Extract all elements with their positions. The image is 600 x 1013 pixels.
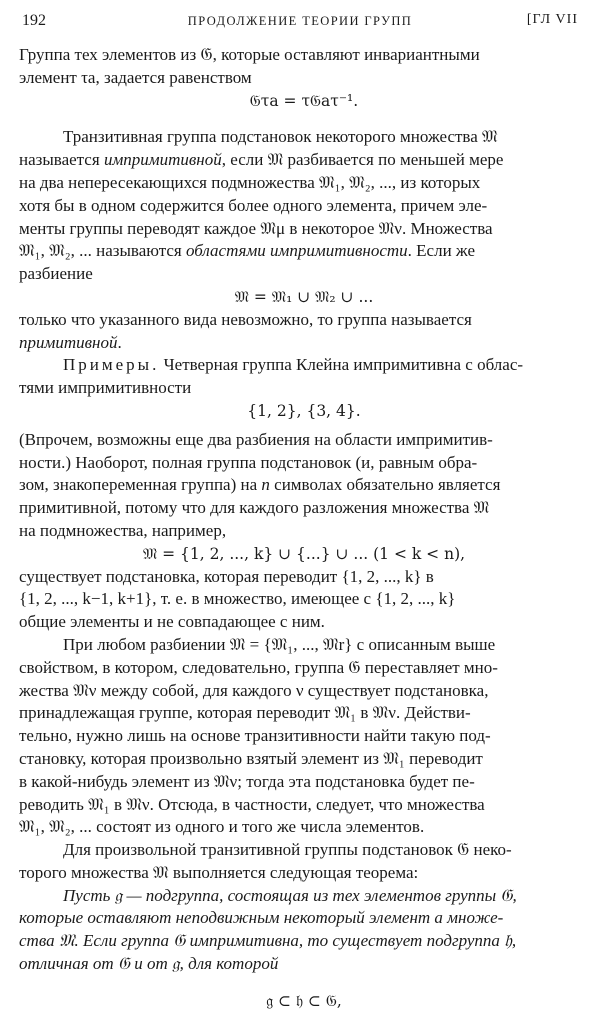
running-header (22, 12, 578, 34)
paragraph-line: только что указанного вида невозможно, то группа называется (19, 309, 472, 329)
paragraph-line (19, 240, 589, 263)
paragraph-line (19, 474, 589, 497)
paragraph-line: становку, которая произвольно взятый элемент из 𝔐₁ переводит (19, 748, 483, 768)
paragraph-line: примитивной, потому что для каждого разложения множества 𝔐 (19, 498, 490, 518)
theorem-line: отличная от 𝔊 и от 𝔤, для которой (19, 954, 279, 974)
variable-n: n (261, 475, 270, 495)
paragraph-line: на подмножества, например, (19, 520, 227, 540)
paragraph-line: жества 𝔐ν между собой, для каждого ν существует подстановка, (19, 680, 489, 700)
paragraph-line: общие элементы и не совпадающее с ним. (19, 612, 325, 632)
running-title: ПРОДОЛЖЕНИЕ ТЕОРИИ ГРУПП (187, 14, 413, 28)
paragraph-line: менты группы переводят каждое 𝔐μ в некоторое 𝔐ν. Множества (19, 218, 493, 238)
paragraph-line: свойством, в котором, следовательно, группа 𝔊 переставляет мно- (19, 657, 498, 677)
paragraph-line: При любом разбиении 𝔐 = {𝔐₁, ..., 𝔐r} с описанным выше (63, 634, 496, 654)
theorem-line: Пусть 𝔤 — подгруппа, состоящая из тех элементов группы 𝔊, (63, 885, 517, 905)
paragraph-line: Для произвольной транзитивной группы подстановок 𝔊 неко- (63, 840, 512, 860)
term-domains-of-imprimitivity: областями импримитивности (186, 241, 408, 261)
chapter-marker: [ГЛ VII (526, 12, 578, 27)
paragraph-line: торого множества 𝔐 выполняется следующая теорема: (19, 862, 419, 882)
paragraph-line: (Впрочем, возможны еще два разбиения на области импримитив- (19, 429, 493, 449)
formula-decomposition: 𝔐 = {1, 2, ..., k} ∪ {...} ∪ ... (1 < k < n), (142, 544, 466, 563)
formula-stabilizer-conjugate: 𝔊τa = τ𝔊aτ⁻¹. (249, 91, 359, 110)
paragraph-line (19, 149, 589, 172)
theorem-line: которые оставляют неподвижным некоторый элемент a множе- (19, 908, 504, 928)
text-run: называется (19, 150, 104, 170)
paragraph-line: разбиение (19, 264, 93, 284)
paragraph-line (19, 354, 589, 377)
examples-heading: Примеры. (63, 355, 160, 375)
paragraph-line: хотя бы в одном содержится более одного элемента, причем эле- (19, 195, 488, 215)
text-run: символах обязательно является (269, 475, 501, 495)
paragraph-line: в какой-нибудь элемент из 𝔐ν; тогда эта подстановка будет пе- (19, 771, 475, 791)
paragraph-line: на два непересекающихся подмножества 𝔐₁, 𝔐₂, ..., из которых (19, 172, 481, 192)
formula-subgroup-chain: 𝔤 ⊂ 𝔥 ⊂ 𝔊, (266, 991, 342, 1010)
paragraph-line: реводить 𝔐₁ в 𝔐ν. Отсюда, в частности, следует, что множества (19, 794, 485, 814)
paragraph-line: Транзитивная группа подстановок некоторого множества 𝔐 (63, 127, 498, 147)
text-run: . (117, 332, 122, 352)
paragraph-line (19, 332, 589, 355)
paragraph-line: существует подстановка, которая переводит {1, 2, ..., k} в (19, 566, 434, 586)
text-run: , если 𝔐 разбивается по меньшей мере (221, 150, 504, 170)
formula-klein-domains: {1, 2}, {3, 4}. (247, 401, 361, 420)
formula-partition: 𝔐 = 𝔐₁ ∪ 𝔐₂ ∪ ... (234, 287, 374, 306)
text-run: . Если же (407, 241, 475, 261)
text-run: Четверная группа Клейна импримитивна с облас- (159, 355, 524, 375)
paragraph-line: {1, 2, ..., k−1, k+1}, т. е. в множество, имеющее с {1, 2, ..., k} (19, 589, 456, 609)
term-primitive: примитивной (19, 332, 118, 352)
theorem-line: ства 𝔐. Если группа 𝔊 импримитивна, то существует подгруппа 𝔥, (19, 931, 517, 951)
paragraph-line: элемент τa, задается равенством (19, 67, 252, 87)
page-number: 192 (22, 12, 46, 29)
paragraph-line: ности.) Наоборот, полная группа подстановок (и, равным обра- (19, 452, 478, 472)
text-run: 𝔐₁, 𝔐₂, ... называются (19, 241, 186, 261)
paragraph-line: 𝔐₁, 𝔐₂, ... состоят из одного и того же числа элементов. (19, 817, 425, 837)
term-imprimitive: импримитивной (103, 150, 222, 170)
paragraph-line: тельно, нужно лишь на основе транзитивности найти такую под- (19, 726, 491, 746)
text-run: зом, знакопеременная группа) на (19, 475, 262, 495)
paragraph-line: тями импримитивности (19, 378, 192, 398)
page-body (19, 44, 589, 1013)
paragraph-line: принадлежащая группе, которая переводит 𝔐₁ в 𝔐ν. Действи- (19, 703, 471, 723)
paragraph-line: Группа тех элементов из 𝔊, которые оставляют инвариантными (19, 45, 480, 64)
